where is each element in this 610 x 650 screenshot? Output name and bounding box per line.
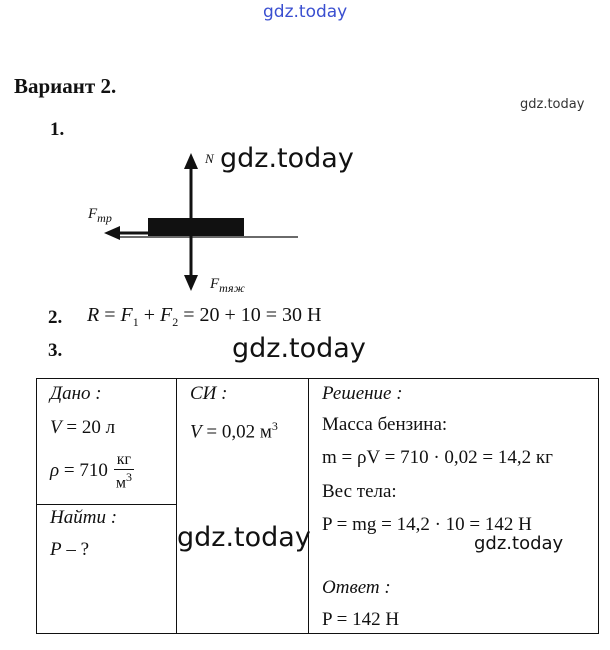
si-header: СИ : (190, 383, 228, 404)
given-density (50, 451, 134, 492)
gravity-label-sub: тяж (219, 281, 245, 295)
variant-heading: Вариант 2. (14, 74, 117, 98)
plus-sign: + (138, 304, 160, 326)
solution-header: Решение : (322, 383, 403, 404)
answer-expr: P = 142 Н (322, 609, 400, 630)
density-unit-exp: 3 (125, 470, 132, 484)
f1-var: F (120, 304, 133, 326)
friction-label-main: F (88, 206, 98, 222)
given-volume-var: V (50, 417, 62, 438)
solution-cell (309, 379, 599, 634)
item-3-number: 3. (48, 340, 63, 361)
gravity-force-label (210, 276, 245, 296)
solution-table (36, 378, 599, 634)
density-unit-bottom (114, 470, 134, 492)
find-header: Найти : (50, 507, 118, 528)
si-volume-exp: 3 (271, 419, 278, 433)
f2-var: F (160, 304, 173, 326)
given-header: Дано : (50, 383, 102, 404)
r-var: R (87, 304, 100, 326)
watermark-table-left: gdz.today (177, 522, 311, 553)
friction-force-label (88, 206, 112, 226)
watermark-diagram: gdz.today (220, 143, 354, 174)
normal-force-label: N (205, 151, 214, 166)
friction-force-arrowhead (104, 226, 120, 240)
gravity-label-main: F (210, 276, 220, 292)
answer-header: Ответ : (322, 577, 391, 598)
watermark-table-right: gdz.today (474, 533, 564, 554)
si-cell (177, 379, 309, 634)
watermark-mid: gdz.today (232, 333, 366, 364)
friction-label-sub: тр (97, 211, 112, 225)
given-cell (37, 379, 177, 505)
density-unit-fraction (114, 451, 134, 492)
density-unit-top: кг (114, 451, 134, 470)
watermark-top: gdz.today (263, 2, 348, 22)
f2-sub: 2 (172, 315, 179, 329)
solution-mass-label: Масса бензина: (322, 414, 448, 435)
find-value (50, 539, 89, 561)
density-unit-bottom-base: м (115, 474, 126, 492)
watermark-small: gdz.today (520, 97, 585, 112)
gravity-force-arrowhead (184, 275, 198, 291)
eq-sign: = (99, 304, 121, 326)
si-volume-rest: = 0,02 м (201, 421, 272, 443)
normal-force-arrowhead (184, 153, 198, 169)
item-2-rest: = 20 + 10 = 30 Н (178, 304, 322, 326)
find-cell (37, 505, 177, 634)
solution-mass-expr: m = ρV = 710 · 0,02 = 14,2 кг (322, 447, 553, 468)
solution-weight-expr: P = mg = 14,2 · 10 = 142 Н (322, 514, 532, 535)
find-var: P (50, 539, 62, 560)
si-volume-var: V (190, 421, 202, 443)
item-2-number: 2. (48, 307, 63, 328)
si-volume (190, 419, 278, 443)
f1-sub: 1 (132, 315, 139, 329)
given-density-var: ρ (50, 460, 60, 482)
item-1-number: 1. (50, 119, 65, 140)
given-volume-rest: = 20 л (61, 417, 116, 438)
item-2-equation (87, 304, 322, 330)
given-density-rest: = 710 (59, 460, 108, 482)
solution-weight-label: Вес тела: (322, 481, 397, 502)
given-volume (50, 417, 115, 439)
find-rest: – ? (61, 539, 90, 560)
